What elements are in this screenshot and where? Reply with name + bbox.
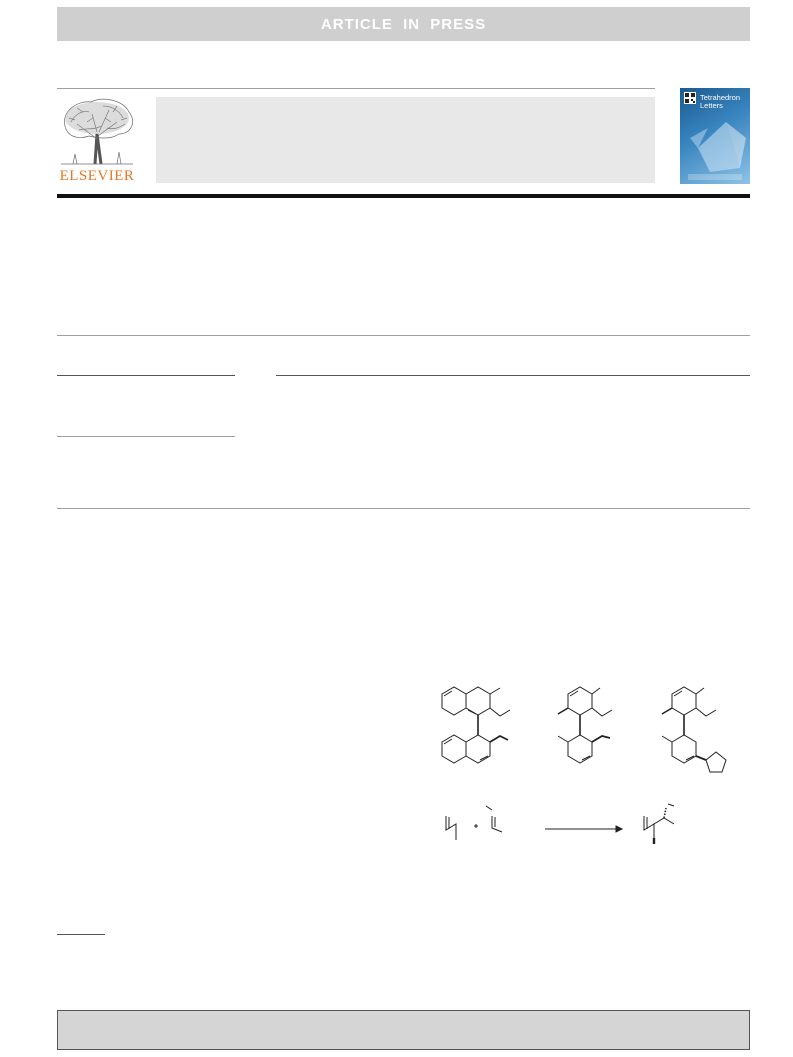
banner-text: ARTICLE IN PRESS	[320, 15, 487, 33]
keywords-heading-rule	[57, 436, 235, 437]
cover-crystal-icon	[680, 88, 750, 184]
binaphthyl-structure	[442, 687, 510, 763]
elsevier-logo	[57, 94, 137, 186]
header-thick-rule	[57, 194, 750, 198]
reaction-scheme	[446, 804, 674, 844]
article-info-top-rule	[57, 335, 750, 336]
article-info-heading-rule	[57, 375, 235, 376]
cover-title-line1: Tetrahedron	[700, 93, 741, 102]
chemical-structures-figure	[430, 680, 750, 860]
journal-cover-image	[680, 88, 750, 184]
abstract-heading-rule	[276, 375, 750, 376]
footnote-rule	[57, 934, 105, 935]
elsevier-wordmark: ELSEVIER	[59, 168, 135, 184]
biphenyl-structure	[558, 687, 612, 763]
citation-footer-box	[57, 1010, 750, 1050]
elsevier-tree-icon	[57, 94, 137, 168]
pyrrolidinyl-biphenyl-structure	[662, 687, 726, 772]
article-in-press-banner	[57, 7, 750, 41]
article-info-bottom-rule	[57, 508, 750, 509]
journal-info-box	[156, 97, 655, 183]
header-rule	[57, 88, 655, 89]
cover-title-line2: Letters	[700, 101, 723, 110]
